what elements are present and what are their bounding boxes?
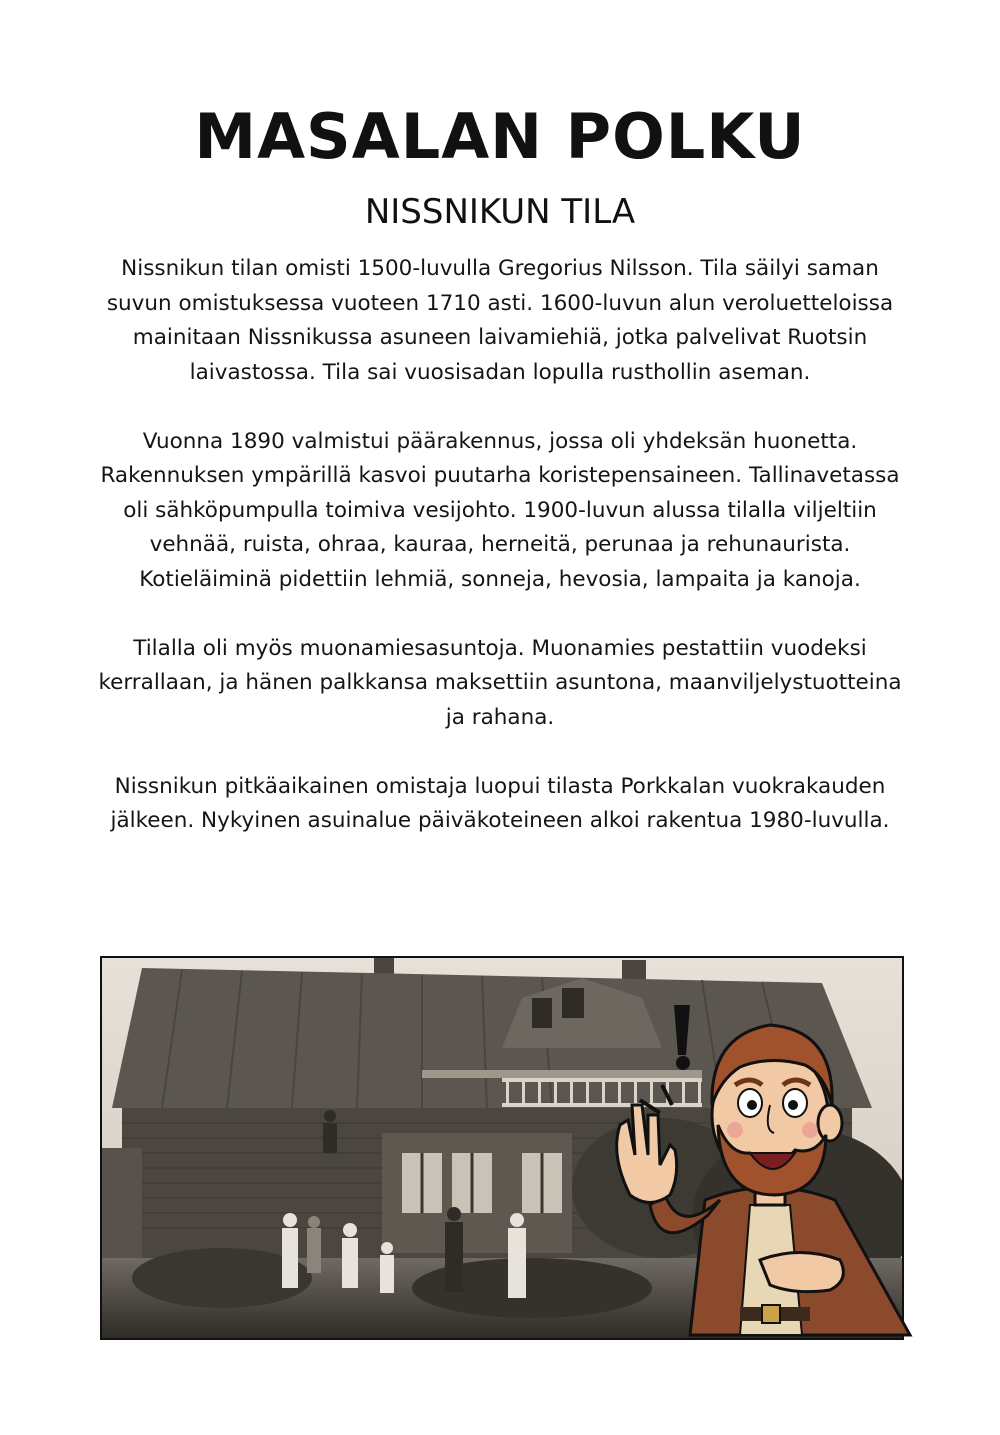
paragraph-modern: Nissnikun pitkäaikainen omistaja luopui tilasta Porkkalan vuokrakauden jälkeen. Nykyinen asuinalue päiväkoteineen alkoi rakentua 1980-luvulla. [110,773,890,833]
paragraph-history: Nissnikun tilan omisti 1500-luvulla Gregorius Nilsson. Tila säilyi saman suvun omistuksessa vuoteen 1710 asti. 1600-luvun alun veroluetteloissa mainitaan Nissnikussa asuneen laivamiehiä, jotka palvelivat Ruotsin laivastossa. Tila sai vuosisadan lopulla rusthollin aseman. [106,256,894,385]
page-subtitle: NISSNIKUN TILA [364,192,636,232]
paragraph-farmhands: Tilalla oli myös muonamiesasuntoja. Muonamies pestattiin vuodeksi kerrallaan, ja hänen palkkansa maksettiin asuntona, maanviljelystuotteina ja rahana. [98,635,902,730]
paragraph-main-building: Vuonna 1890 valmistui päärakennus, jossa oli yhdeksän huonetta. Rakennuksen ympärillä kasvoi puutarha koristepensaineen. Tallinavetassa oli sähköpumpulla toimiva vesijohto. 1900-luvun alussa tilalla viljeltiin vehnää, ruista, ohraa, kauraa, herneitä, perunaa ja rehunaurista. Kotieläiminä pidettiin lehmiä, sonneja, hevosia, lampaita ja kanoja. [100,428,900,592]
article-body [90,252,910,873]
guide-character-illustration [590,1005,920,1345]
page-title: MASALAN POLKU [194,100,806,173]
